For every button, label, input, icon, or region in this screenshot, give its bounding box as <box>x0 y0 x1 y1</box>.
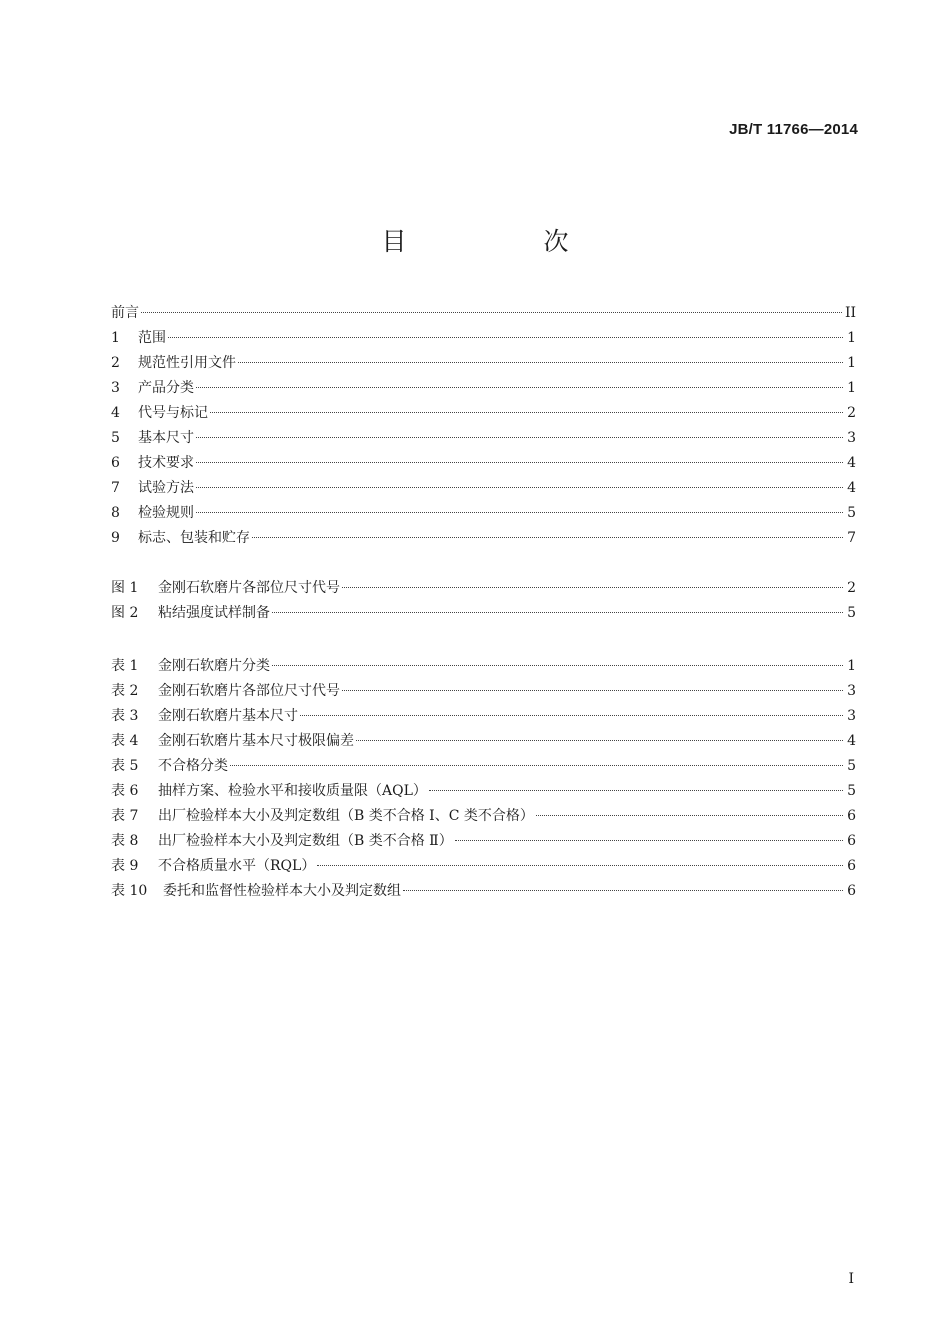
toc-entry-number: 6 <box>111 455 120 471</box>
toc-entry-table[interactable] <box>111 704 856 729</box>
toc-entry-section[interactable] <box>111 426 856 451</box>
toc-entry-number: 表 2 <box>111 683 139 699</box>
toc-entry-number: 9 <box>111 530 120 546</box>
dot-leader <box>196 386 843 388</box>
toc-entry-table[interactable] <box>111 829 856 854</box>
toc-entry-label: 试验方法 <box>138 480 194 496</box>
toc-entry-page: 4 <box>847 733 856 749</box>
dot-leader <box>272 664 843 666</box>
toc-entry-label: 粘结强度试样制备 <box>158 605 270 621</box>
dot-leader <box>252 536 843 538</box>
dot-leader <box>342 689 843 691</box>
dot-leader <box>455 839 843 841</box>
toc-entry-table[interactable] <box>111 854 856 879</box>
toc-entry-number: 7 <box>111 480 120 496</box>
toc-entry-number: 图 1 <box>111 580 139 596</box>
toc-entry-page: 7 <box>847 530 856 546</box>
toc-entry-page: 3 <box>847 430 856 446</box>
toc-entry-label: 标志、包装和贮存 <box>138 530 250 546</box>
toc-entry-label: 基本尺寸 <box>138 430 194 446</box>
toc-entry-label: 金刚石软磨片各部位尺寸代号 <box>158 580 340 596</box>
toc-entry-number: 1 <box>111 330 120 346</box>
toc-entry-number: 表 4 <box>111 733 139 749</box>
dot-leader <box>230 764 843 766</box>
toc-entry-page: 1 <box>847 658 856 674</box>
toc-figures <box>111 576 856 626</box>
toc-entry-page: II <box>844 305 856 321</box>
toc-entry-section[interactable] <box>111 526 856 551</box>
toc-entry-table[interactable] <box>111 879 856 904</box>
toc-entry-figure[interactable] <box>111 601 856 626</box>
toc-entry-page: 6 <box>847 858 856 874</box>
toc-entry-section[interactable] <box>111 501 856 526</box>
toc-entry-page: 3 <box>847 708 856 724</box>
toc-entry-section[interactable] <box>111 401 856 426</box>
dot-leader <box>196 461 843 463</box>
toc-entry-table[interactable] <box>111 754 856 779</box>
toc-entry-table[interactable] <box>111 779 856 804</box>
dot-leader <box>141 311 842 313</box>
toc-entry-section[interactable] <box>111 451 856 476</box>
toc-entry-figure[interactable] <box>111 576 856 601</box>
dot-leader <box>168 336 843 338</box>
toc-entry-number: 表 8 <box>111 833 139 849</box>
dot-leader <box>210 411 843 413</box>
toc-entry-label: 出厂检验样本大小及判定数组（B 类不合格 Ⅱ） <box>158 833 453 849</box>
toc-entry-label: 检验规则 <box>138 505 194 521</box>
dot-leader <box>342 586 843 588</box>
toc-entry-page: 4 <box>847 480 856 496</box>
standard-code: JB/T 11766—2014 <box>729 121 858 138</box>
toc-entry-page: 2 <box>847 580 856 596</box>
toc-entry-label: 金刚石软磨片各部位尺寸代号 <box>158 683 340 699</box>
dot-leader <box>356 739 843 741</box>
toc-entry-page: 6 <box>847 833 856 849</box>
dot-leader <box>300 714 843 716</box>
toc-entry-label: 代号与标记 <box>138 405 208 421</box>
toc-entry-number: 5 <box>111 430 120 446</box>
page-title: 目 次 <box>381 227 625 256</box>
toc-tables <box>111 654 856 904</box>
dot-leader <box>196 486 843 488</box>
toc-entry-label: 金刚石软磨片基本尺寸 <box>158 708 298 724</box>
toc-entry-page: 1 <box>847 355 856 371</box>
toc-entry-page: 4 <box>847 455 856 471</box>
page-number: I <box>848 1271 854 1287</box>
toc-entry-number: 表 1 <box>111 658 139 674</box>
toc-entry-number: 4 <box>111 405 120 421</box>
toc-entry-label: 出厂检验样本大小及判定数组（B 类不合格 Ⅰ、C 类不合格） <box>158 808 534 824</box>
toc-entry-label: 不合格分类 <box>158 758 228 774</box>
dot-leader <box>429 789 843 791</box>
toc-entry-number: 2 <box>111 355 120 371</box>
toc-entry-page: 5 <box>847 605 856 621</box>
toc-entry-label: 前言 <box>111 305 139 321</box>
toc-entry-section[interactable] <box>111 326 856 351</box>
toc-entry-page: 1 <box>847 380 856 396</box>
toc-sections <box>111 301 856 551</box>
toc-entry-label: 金刚石软磨片分类 <box>158 658 270 674</box>
toc-entry-page: 3 <box>847 683 856 699</box>
toc-entry-label: 金刚石软磨片基本尺寸极限偏差 <box>158 733 354 749</box>
toc-entry-foreword[interactable] <box>111 301 856 326</box>
toc-entry-number: 图 2 <box>111 605 139 621</box>
toc-entry-page: 2 <box>847 405 856 421</box>
toc-entry-section[interactable] <box>111 351 856 376</box>
toc-entry-label: 不合格质量水平（RQL） <box>158 858 316 874</box>
toc-entry-page: 6 <box>847 883 856 899</box>
toc-entry-page: 5 <box>847 505 856 521</box>
dot-leader <box>317 864 843 866</box>
toc-entry-number: 表 7 <box>111 808 139 824</box>
dot-leader <box>536 814 843 816</box>
toc-entry-table[interactable] <box>111 729 856 754</box>
toc-entry-number: 8 <box>111 505 120 521</box>
toc-entry-number: 3 <box>111 380 120 396</box>
toc-entry-page: 1 <box>847 330 856 346</box>
toc-entry-label: 抽样方案、检验水平和接收质量限（AQL） <box>158 783 427 799</box>
toc-entry-number: 表 9 <box>111 858 139 874</box>
toc-entry-page: 5 <box>847 783 856 799</box>
dot-leader <box>403 889 843 891</box>
toc-entry-number: 表 6 <box>111 783 139 799</box>
toc-entry-label: 产品分类 <box>138 380 194 396</box>
toc-entry-label: 范围 <box>138 330 166 346</box>
toc-entry-label: 技术要求 <box>138 455 194 471</box>
toc-entry-section[interactable] <box>111 476 856 501</box>
toc-entry-label: 规范性引用文件 <box>138 355 236 371</box>
toc-entry-table[interactable] <box>111 654 856 679</box>
dot-leader <box>196 511 843 513</box>
toc-entry-page: 5 <box>847 758 856 774</box>
toc-entry-table[interactable] <box>111 679 856 704</box>
toc-entry-section[interactable] <box>111 376 856 401</box>
dot-leader <box>196 436 843 438</box>
toc-entry-label: 委托和监督性检验样本大小及判定数组 <box>163 883 401 899</box>
toc-entry-page: 6 <box>847 808 856 824</box>
toc-entry-number: 表 10 <box>111 883 148 899</box>
dot-leader <box>238 361 843 363</box>
toc-entry-table[interactable] <box>111 804 856 829</box>
dot-leader <box>272 611 843 613</box>
toc-entry-number: 表 3 <box>111 708 139 724</box>
toc-entry-number: 表 5 <box>111 758 139 774</box>
